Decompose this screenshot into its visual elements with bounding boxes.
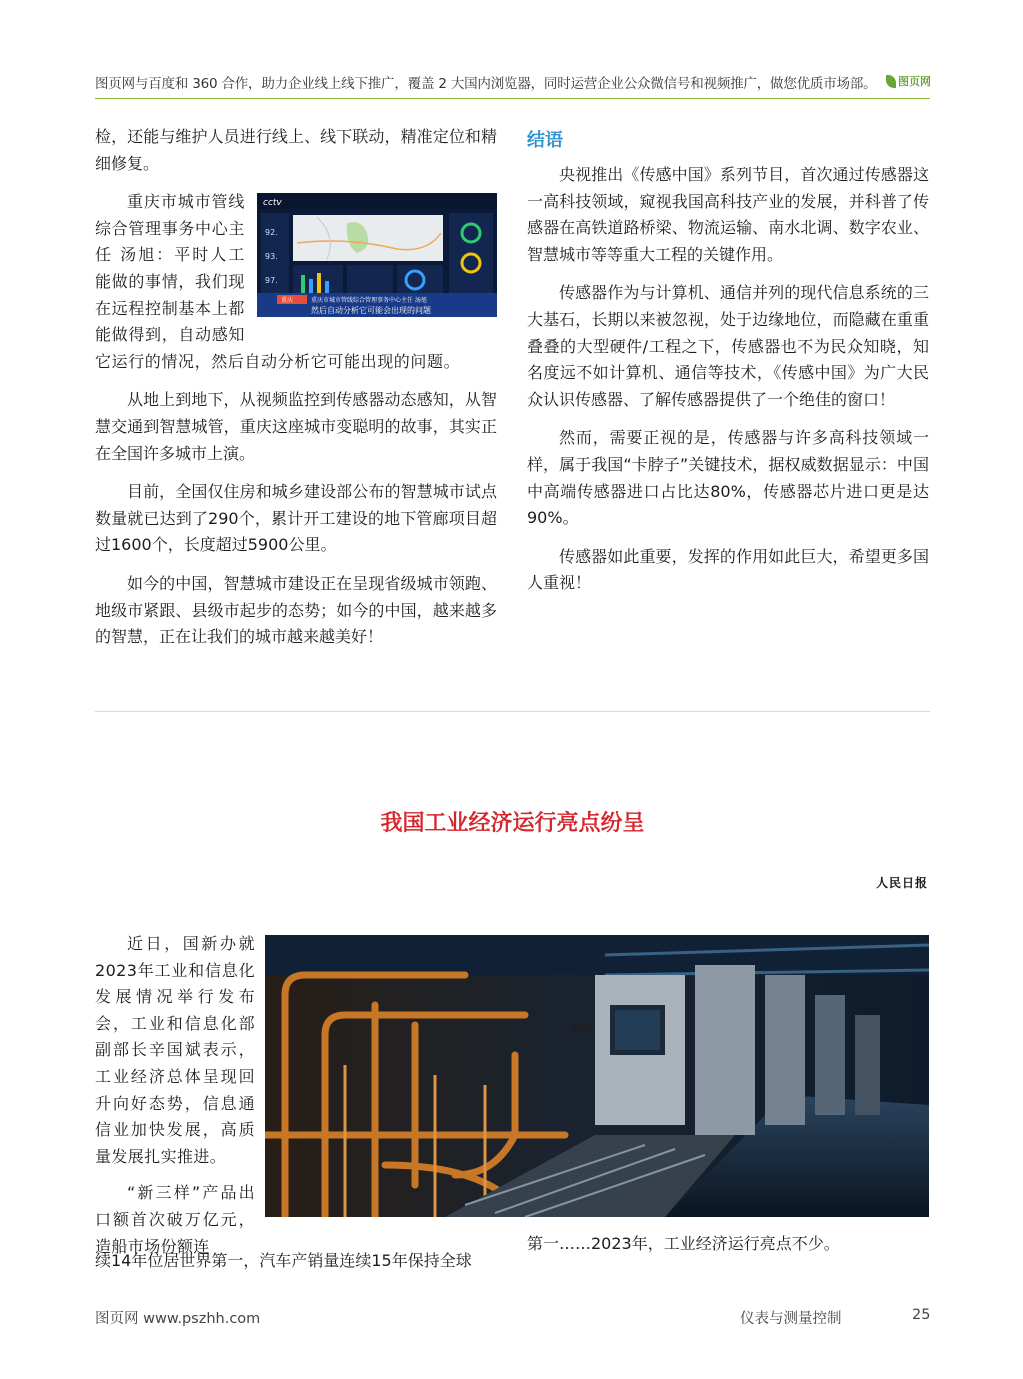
paragraph: 近日，国新办就2023年工业和信息化发展情况举行发布会，工业和信息化部副部长辛国斌表示，工业经济总体呈现回升向好态势，信息通信业加快发展，高质量发展扎实推进。 <box>95 934 255 1166</box>
subtitle: 然后自动分析它可能会出现的问题 <box>311 306 431 316</box>
page-number: 25 <box>912 1307 931 1323</box>
section-divider <box>95 711 930 712</box>
article-title: 我国工业经济运行亮点纷呈 <box>380 811 645 836</box>
header-banner-text: 图页网与百度和 360 合作，助力企业线上线下推广，覆盖 2 大国内浏览器，同时运营企业公众微信号和视频推广，做您优质市场部。 <box>95 76 877 92</box>
paragraph: “新三样”产品出口额首次破万亿元，造船市场份额连 <box>95 1183 255 1256</box>
readout: 93. <box>265 252 278 262</box>
right-column <box>527 162 929 609</box>
footer-site[interactable]: 图页网 www.pszhh.com <box>95 1311 261 1327</box>
paragraph: 第一……2023年，工业经济运行亮点不少。 <box>527 1234 840 1253</box>
site-logo[interactable] <box>886 72 932 90</box>
dashboard-image <box>257 193 497 317</box>
readout: 97. <box>265 276 278 286</box>
paragraph: 目前，全国仅住房和城乡建设部公布的智慧城市试点数量就已达到了290个，累计开工建设的地下管廊项目超过1600个，长度超过5900公里。 <box>95 482 497 555</box>
paragraph: 从地上到地下，从视频监控到传感器动态感知，从智慧交通到智慧城管，重庆这座城市变聪明的故事，其实正在全国许多城市上演。 <box>95 390 497 463</box>
factory-image <box>265 935 929 1217</box>
leaf-icon <box>886 75 896 88</box>
paragraph: 然而，需要正视的是，传感器与许多高科技领域一样，属于我国“卡脖子”关键技术，据权威数据显示：中国中高端传感器进口占比达80%，传感器芯片进口更是达90%。 <box>527 428 929 528</box>
readout: 92. <box>265 228 278 238</box>
left-column <box>95 124 497 663</box>
news-screenshot <box>257 193 497 317</box>
cctv-logo: cctv <box>263 198 282 209</box>
section-title: 结语 <box>527 130 563 151</box>
paragraph: 重庆市城市管线综合管理事务中心主任 汤旭：平时人工能做的事情，我们现在远程控制基本上都能做得到，自动感知它运行的情况，然后自动分析它可能出现的问题。 <box>95 192 461 371</box>
paragraph: 传感器如此重要，发挥的作用如此巨大，希望更多国人重视！ <box>527 546 929 593</box>
paragraph: 如今的中国，智慧城市建设正在呈现省级城市领跑、地级市紧跟、县级市起步的态势；如今的中国，越来越多的智慧，正在让我们的城市越来越美好！ <box>95 573 497 647</box>
article-narrow-column <box>95 931 255 1270</box>
footer-publication: 仪表与测量控制 <box>740 1311 842 1327</box>
paragraph: 央视推出《传感中国》系列节目，首次通过传感器这一高科技领域，窥视我国高科技产业的发展，并科普了传感器在高铁道路桥梁、物流运输、南水北调、数字农业、智慧城市等等重大工程的关键作用。 <box>527 165 929 264</box>
paragraph-continuation: 续14年位居世界第一，汽车产销量连续15年保持全球 <box>95 1251 472 1270</box>
logo-text: 图页网 <box>898 75 931 88</box>
paragraph: 传感器作为与计算机、通信并列的现代信息系统的三大基石，长期以来被忽视，处于边缘地位，而隐藏在重重叠叠的大型硬件/工程之下，传感器也不为民众知晓，知名度远不如计算机、通信等技术，《传感中国》为广大民众认识传感器、了解传感器提供了一个绝佳的窗口！ <box>527 283 929 409</box>
machine-label: 810 <box>571 1023 592 1034</box>
article-source: 人民日报 <box>875 876 928 890</box>
factory-photo <box>265 935 929 1217</box>
lower-third-title: 重庆市城市管线综合管理事务中心主任 汤旭 <box>311 297 427 305</box>
paragraph: 检，还能与维护人员进行线上、线下联动，精准定位和精细修复。 <box>95 127 497 173</box>
location-tag: 重庆 <box>281 297 294 305</box>
